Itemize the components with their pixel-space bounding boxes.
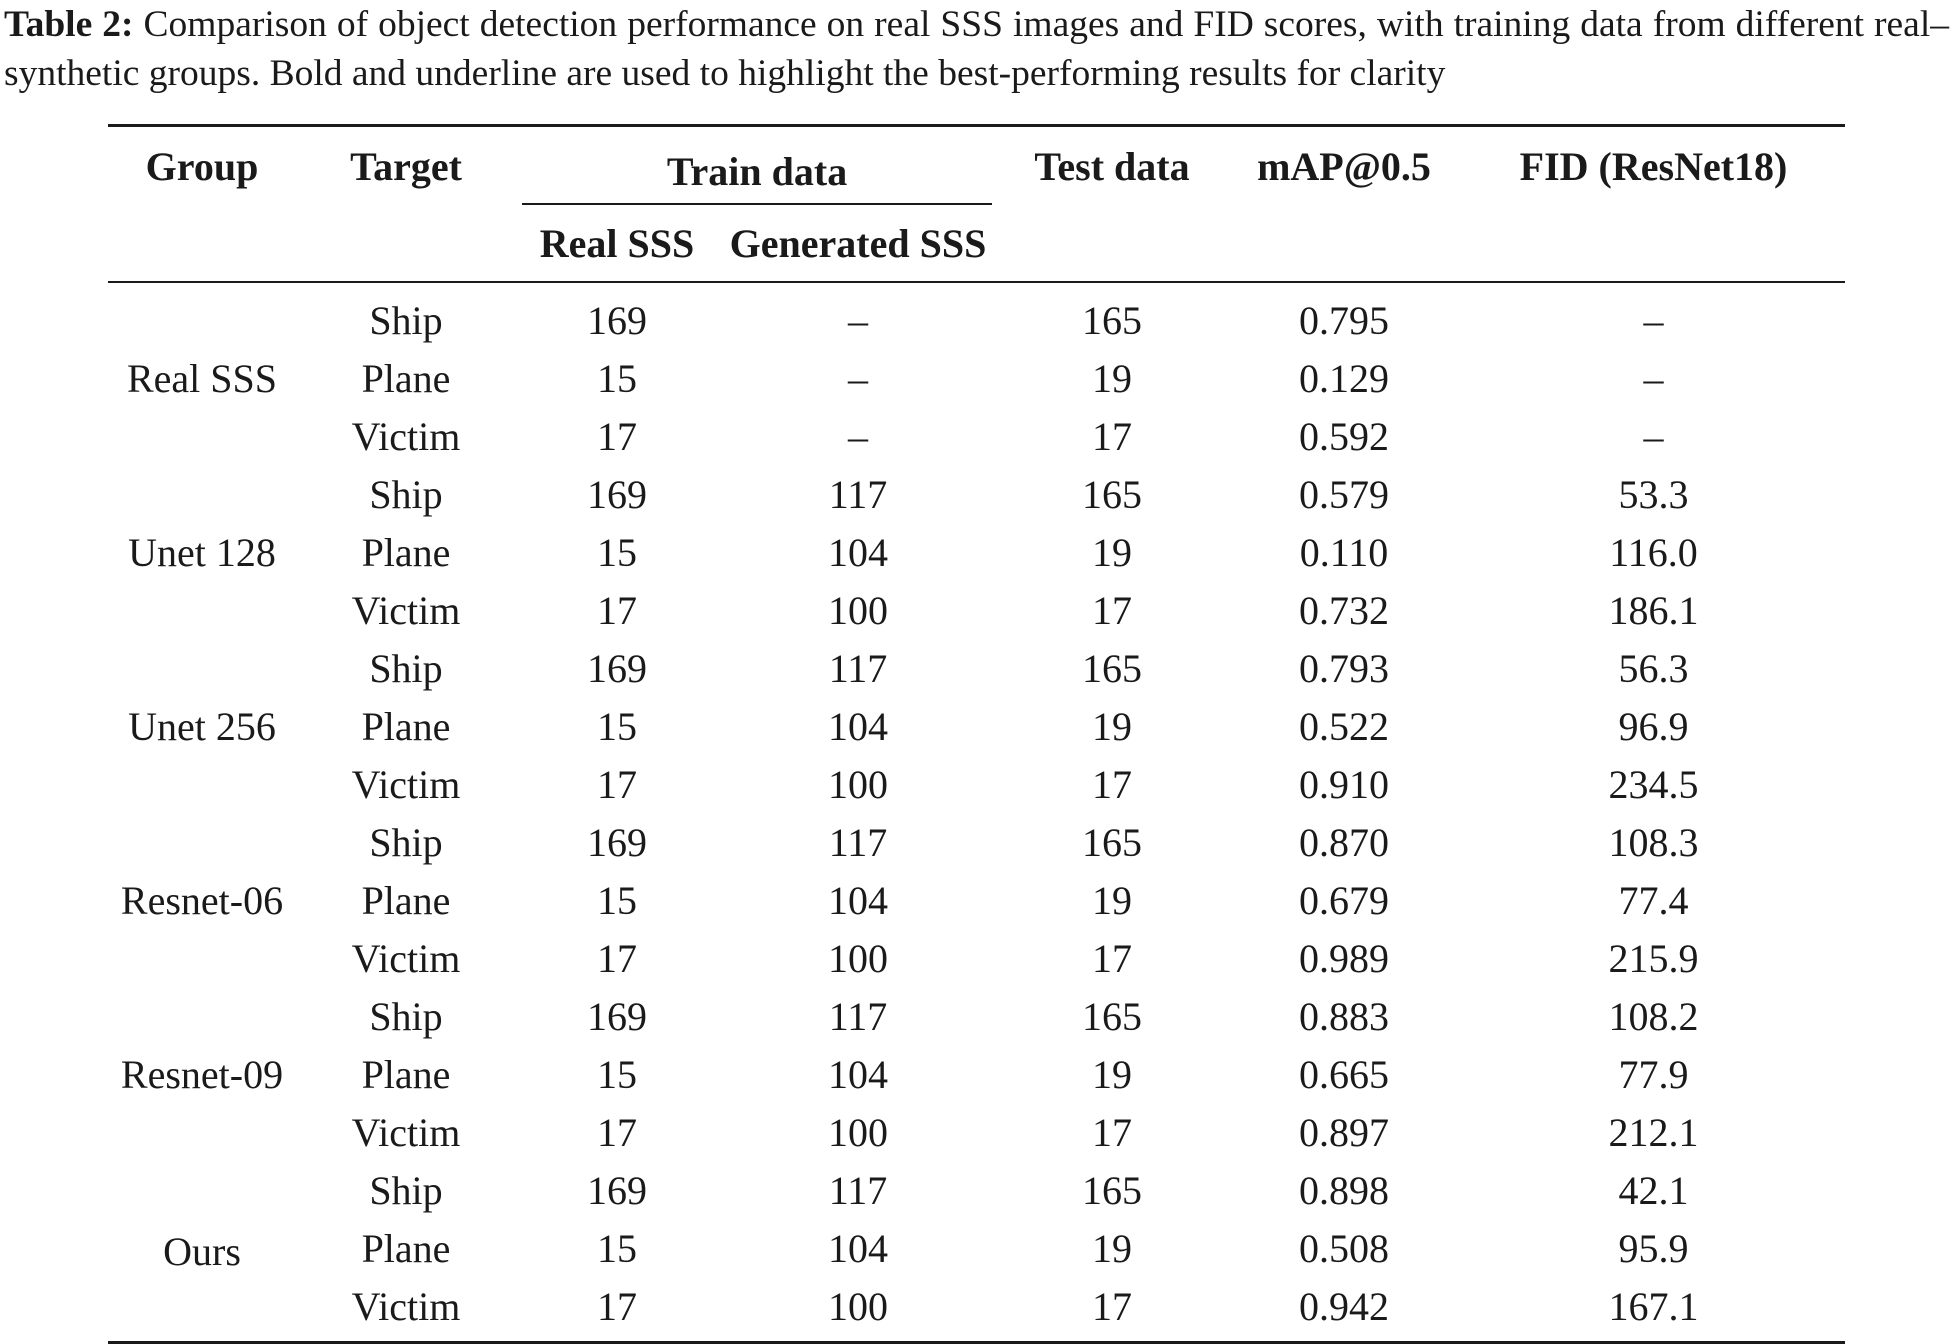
header-train-data-label: Train data [666,149,848,194]
cell-fid: – [1643,297,1664,343]
cell-map: 0.897 [1299,1109,1390,1155]
cell-map: 0.942 [1226,1277,1462,1343]
header-generated-sss: Generated SSS [718,205,998,282]
cell-fid: 108.2 [1608,993,1699,1039]
cell-fid: 77.4 [1618,877,1689,923]
cell-target: Plane [361,355,451,401]
cell-target: Victim [351,761,461,807]
header-real-sss: Real SSS [516,205,718,282]
cell-test-data: 17 [998,1277,1226,1343]
cell-real-sss: 15 [597,1225,637,1271]
cell-group: Real SSS [126,355,278,401]
cell-real-sss: 17 [597,587,637,633]
cell-real-sss: 15 [597,1051,637,1097]
cell-generated-sss: – [848,297,868,343]
cell-target: Victim [351,413,461,459]
cell-real-sss: 169 [587,819,647,865]
cell-map: 0.910 [1299,761,1390,807]
results-table [108,124,1845,1344]
cell-fid: 186.1 [1608,587,1699,633]
cell-test-data: 165 [1082,645,1143,691]
cell-test-data: 17 [1092,587,1133,633]
cell-map: 0.883 [1299,993,1390,1039]
cell-map: 0.522 [1299,703,1390,749]
table-row [108,523,1845,581]
cell-map: 0.679 [1299,877,1390,923]
cell-target: Plane [361,703,451,749]
cell-real-sss: 15 [597,703,637,749]
cell-test-data: 17 [1092,1109,1133,1155]
cell-test-data: 19 [1092,877,1133,923]
cell-fid: 116.0 [1609,529,1698,575]
cell-target: Ship [369,645,443,691]
cell-test-data: 165 [1082,993,1143,1039]
cell-target: Victim [351,587,461,633]
table-row [108,407,1845,465]
cell-generated-sss: 100 [828,761,888,807]
cell-real-sss: 17 [516,1277,718,1343]
cell-map: 0.129 [1299,355,1390,401]
cell-test-data: 19 [1092,1225,1133,1271]
cell-real-sss: 17 [597,1109,637,1155]
cell-target: Ship [369,993,443,1039]
cell-fid: 56.3 [1618,645,1689,691]
cell-real-sss: 17 [597,761,637,807]
table-caption-label: Table 2: [4,4,134,45]
cell-generated-sss: 100 [828,1109,888,1155]
table-row [108,465,1845,523]
cell-generated-sss: 104 [828,1051,888,1097]
cell-map: 0.793 [1299,645,1390,691]
cell-real-sss: 15 [597,529,637,575]
cell-fid: – [1643,355,1664,401]
cell-real-sss: 17 [597,413,637,459]
cell-fid: 96.9 [1618,703,1689,749]
cell-fid: 77.9 [1618,1051,1689,1097]
table-row [108,697,1845,755]
table-row [108,1045,1845,1103]
cell-fid: 215.9 [1608,935,1699,981]
cell-target: Victim [296,1277,516,1343]
cell-generated-sss: 104 [828,877,888,923]
cell-target: Ship [369,1167,443,1213]
cell-fid: – [1643,413,1664,459]
cell-map: 0.508 [1299,1225,1390,1271]
cell-test-data: 165 [1082,297,1143,343]
cell-real-sss: 169 [587,993,647,1039]
cell-fid: 108.3 [1608,819,1699,865]
header-group: Group [108,126,296,283]
cell-test-data: 17 [1092,761,1133,807]
cell-map: 0.592 [1299,413,1390,459]
cell-map: 0.732 [1299,587,1390,633]
table-row [108,755,1845,813]
cell-group: Resnet-09 [120,1051,284,1097]
cell-target: Ship [369,471,443,517]
header-train-data [516,126,998,206]
cell-group: Ours [108,1161,296,1343]
cell-target: Victim [351,935,461,981]
table-row [108,1103,1845,1161]
cell-real-sss: 169 [587,1167,647,1213]
table-row [108,639,1845,697]
cell-generated-sss: 117 [828,1167,888,1213]
cell-real-sss: 15 [597,877,637,923]
cell-generated-sss: 104 [828,1225,888,1271]
cell-map: 0.579 [1299,471,1390,517]
cell-generated-sss: 117 [828,819,888,865]
cell-test-data: 19 [1092,703,1133,749]
table-body [108,282,1845,1343]
cell-generated-sss: 104 [828,703,888,749]
table-row [108,871,1845,929]
cell-group: Resnet-06 [120,877,284,923]
cell-generated-sss: 117 [828,471,888,517]
header-fid: FID (ResNet18) [1462,126,1845,283]
cell-real-sss: 17 [597,935,637,981]
cell-target: Victim [351,1109,461,1155]
cell-fid: 42.1 [1618,1167,1689,1213]
table-row [108,813,1845,871]
cell-map: 0.795 [1299,297,1390,343]
cell-fid: 53.3 [1618,471,1689,517]
cell-test-data: 19 [1092,1051,1133,1097]
cell-target: Ship [369,819,443,865]
cell-test-data: 165 [1082,819,1143,865]
table-row [108,581,1845,639]
cell-fid: 212.1 [1608,1109,1699,1155]
cell-group: Unet 128 [128,529,276,575]
cell-test-data: 19 [1092,529,1133,575]
cell-map: 0.665 [1299,1051,1390,1097]
cell-target: Plane [361,1051,451,1097]
cell-real-sss: 15 [597,355,637,401]
cell-map: 0.110 [1299,529,1389,575]
cell-test-data: 165 [1082,471,1143,517]
cell-test-data: 19 [1092,355,1133,401]
cell-map: 0.898 [1299,1167,1390,1213]
cell-generated-sss: 117 [828,993,888,1039]
cell-group: Unet 256 [128,703,276,749]
cell-generated-sss: 117 [828,645,888,691]
cell-generated-sss: 104 [828,529,888,575]
cell-target: Plane [361,529,451,575]
table-row [108,1219,1845,1277]
cell-generated-sss: 100 [718,1277,998,1343]
cell-test-data: 17 [1092,413,1133,459]
table-row [108,349,1845,407]
cell-target: Plane [361,1225,451,1271]
cell-target: Plane [361,877,451,923]
cell-generated-sss: 100 [828,935,888,981]
cell-generated-sss: – [848,355,868,401]
cell-generated-sss: – [848,413,868,459]
header-target: Target [296,126,516,283]
table-caption [4,0,1949,98]
table-row [108,282,1845,349]
table-row [108,1277,1845,1343]
cell-fid: 167.1 [1462,1277,1845,1343]
cell-fid: 234.5 [1608,761,1699,807]
results-table-container [108,124,1845,1344]
cell-test-data: 17 [1092,935,1133,981]
cell-map: 0.870 [1299,819,1390,865]
header-row-primary [108,126,1845,206]
table-caption-text: Comparison of object detection performance on real SSS images and FID scores, with training data from different real–synthetic groups. Bold and underline are used to highlight the best-performing results for clarity [4,4,1949,94]
header-map: mAP@0.5 [1226,126,1462,283]
cell-fid: 95.9 [1618,1225,1689,1271]
table-row [108,987,1845,1045]
cell-test-data: 165 [1082,1167,1143,1213]
cell-generated-sss: 100 [828,587,888,633]
cell-real-sss: 169 [587,471,647,517]
header-test-data: Test data [998,126,1226,283]
table-row [108,929,1845,987]
cell-map: 0.989 [1299,935,1390,981]
cell-real-sss: 169 [587,645,647,691]
cell-real-sss: 169 [587,297,647,343]
table-row [108,1161,1845,1219]
cell-target: Ship [369,297,443,343]
